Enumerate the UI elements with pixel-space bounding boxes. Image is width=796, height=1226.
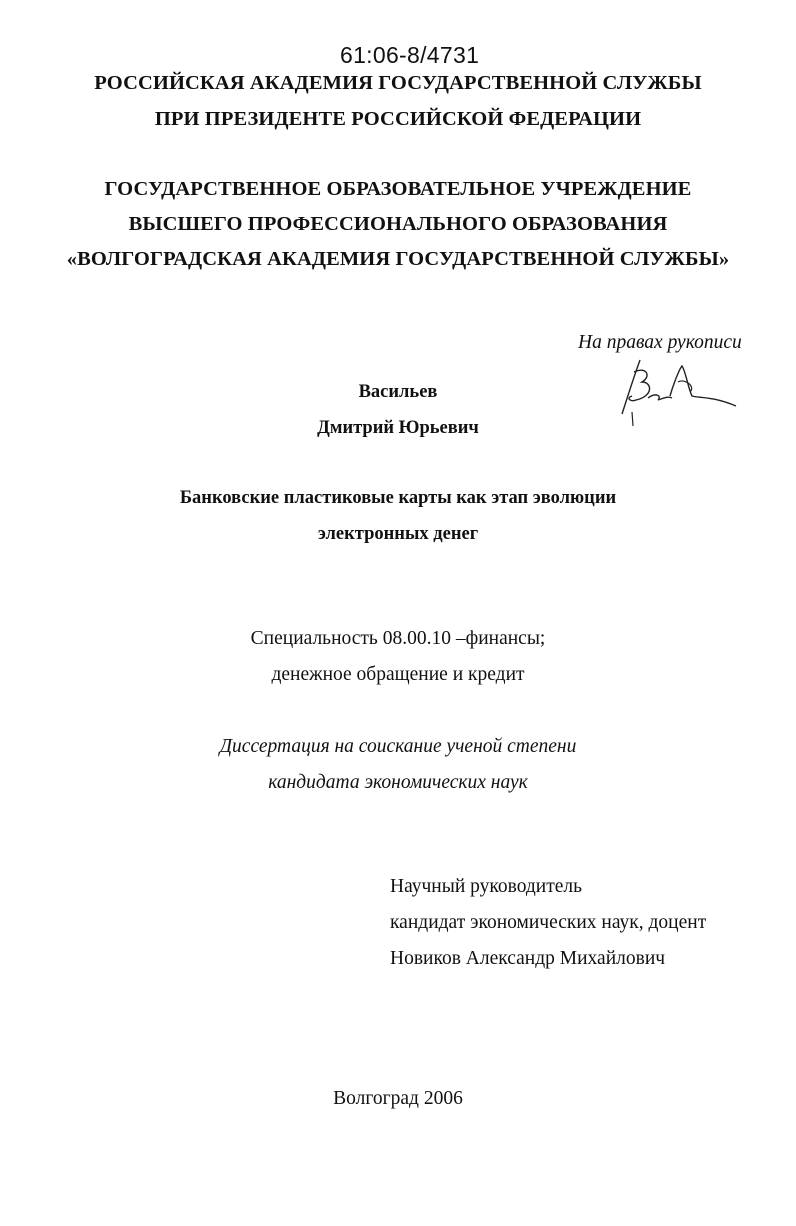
dissertation-title-line-1: Банковские пластиковые карты как этап эволюции (179, 488, 617, 508)
academy-line-2: ВЫСШЕГО ПРОФЕССИОНАЛЬНОГО ОБРАЗОВАНИЯ (128, 213, 668, 235)
manuscript-rights-note: На правах рукописи (578, 332, 742, 353)
degree-line-2: кандидата экономических наук (268, 772, 528, 793)
academy-line-1: ГОСУДАРСТВЕННОЕ ОБРАЗОВАТЕЛЬНОЕ УЧРЕЖДЕНИЕ (104, 178, 692, 200)
specialty-line-2: денежное обращение и кредит (271, 664, 525, 685)
supervisor-name: Новиков Александр Михайлович (390, 948, 666, 969)
institution-line-2: ПРИ ПРЕЗИДЕНТЕ РОССИЙСКОЙ ФЕДЕРАЦИИ (154, 108, 642, 130)
dissertation-title-line-2: электронных денег (317, 524, 479, 544)
specialty-line-1: Специальность 08.00.10 –финансы; (250, 628, 546, 649)
supervisor-title: кандидат экономических наук, доцент (390, 912, 707, 933)
academy-line-3: «ВОЛГОГРАДСКАЯ АКАДЕМИЯ ГОСУДАРСТВЕННОЙ СЛУЖБЫ» (66, 248, 730, 270)
degree-line-1: Диссертация на соискание ученой степени (219, 736, 577, 757)
author-name: Дмитрий Юрьевич (317, 418, 479, 438)
city-year: Волгоград 2006 (333, 1088, 463, 1109)
archive-code: 61:06-8/4731 (340, 42, 480, 68)
author-surname: Васильев (358, 382, 438, 402)
institution-line-1: РОССИЙСКАЯ АКАДЕМИЯ ГОСУДАРСТВЕННОЙ СЛУЖБЫ (94, 72, 702, 94)
supervisor-role: Научный руководитель (390, 876, 583, 897)
